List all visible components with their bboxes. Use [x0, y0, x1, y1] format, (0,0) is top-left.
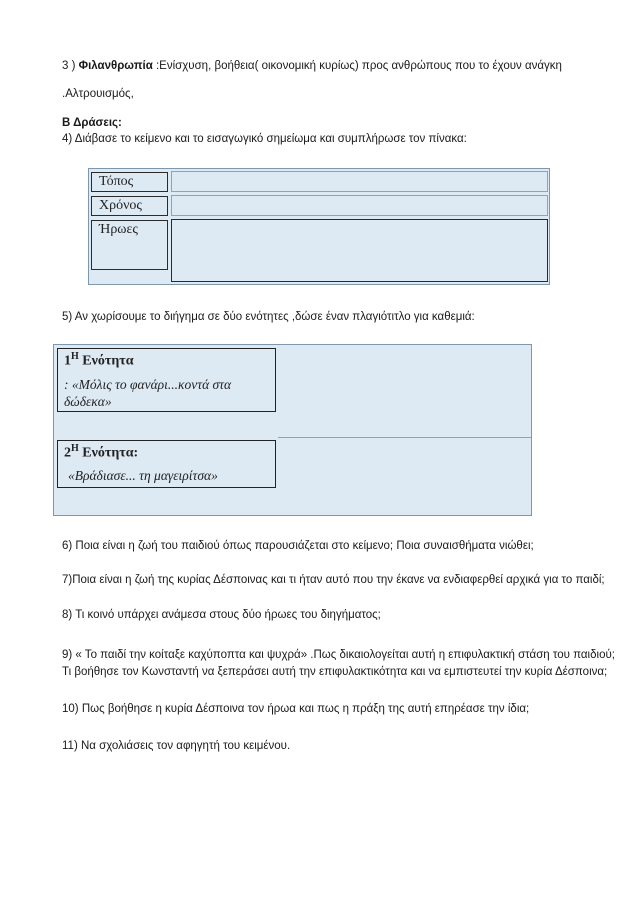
question-5: 5) Αν χωρίσουμε το διήγημα σε δύο ενότητες ,δώσε έναν πλαγιότιτλο για καθεμιά:: [62, 311, 475, 323]
table-place-time-heroes: [88, 168, 550, 285]
section-b-title: Β Δράσεις:: [62, 117, 122, 129]
question-7: 7)Ποια είναι η ζωή της κυρίας Δέσποινας και τι ήταν αυτό που την έκανε να ενδιαφερθεί αρχικά για το παιδί;: [62, 574, 605, 586]
question-9-line-1: 9) « Το παιδί την κοίταξε καχύποπτα και ψυχρά» .Πως δικαιολογείται αυτή η επιφυλακτική στάση του παιδιού;: [62, 649, 615, 661]
intro-prefix: 3 ): [62, 60, 79, 72]
intro-line-2: .Αλτρουισμός,: [62, 88, 134, 100]
intro-line-1: [62, 60, 562, 72]
question-4: 4) Διάβασε το κείμενο και το εισαγωγικό σημείωμα και συμπλήρωσε τον πίνακα:: [62, 133, 467, 145]
question-10: 10) Πως βοήθησε η κυρία Δέσποινα τον ήρωα και πως η πράξη της αυτή επηρέασε την ίδια;: [62, 703, 530, 715]
unit-2-heading: $2^H$ Ενότητα:: [64, 443, 139, 461]
unit-1-heading: $1^H$ Ενότητα: [64, 351, 134, 369]
intro-definition: :Ενίσχυση, βοήθεια( οικονομική κυρίως) προς ανθρώπους που το έχουν ανάγκη: [152, 60, 562, 72]
table-cell-heroes[interactable]: [171, 219, 548, 282]
unit-1-quote-line-1: : «Μόλις το φανάρι...κοντά στα: [64, 376, 232, 392]
intro-term: Φιλανθρωπία: [78, 60, 153, 72]
unit-1-answer[interactable]: [278, 345, 531, 438]
unit-2-answer[interactable]: [278, 438, 531, 515]
question-6: 6) Ποια είναι η ζωή του παιδιού όπως παρουσιάζεται στο κείμενο; Ποια συναισθήματα νιώθει;: [62, 540, 534, 552]
question-9-line-2: Τι βοήθησε τον Κωνσταντή να ξεπεράσει αυτή την επιφυλακτικότητα και να εμπιστευτεί την κυρία Δέσποινα;: [62, 666, 608, 678]
table-cell-time[interactable]: [171, 195, 548, 216]
question-11: 11) Να σχολιάσεις τον αφηγητή του κειμένου.: [62, 740, 291, 752]
unit-1-box: [57, 348, 276, 412]
table-units: [53, 344, 532, 516]
table-label-heroes: Ήρωες: [91, 220, 168, 270]
unit-1-quote-line-2: δώδεκα»: [64, 393, 112, 409]
table-label-place: Τόπος: [91, 172, 168, 192]
question-8: 8) Τι κοινό υπάρχει ανάμεσα στους δύο ήρωες του διηγήματος;: [62, 609, 381, 621]
table-label-time: Χρόνος: [91, 196, 168, 216]
unit-2-quote: «Βράδιασε... τη μαγειρίτσα»: [68, 467, 218, 483]
unit-2-box: [57, 440, 276, 488]
table-cell-place[interactable]: [171, 171, 548, 192]
